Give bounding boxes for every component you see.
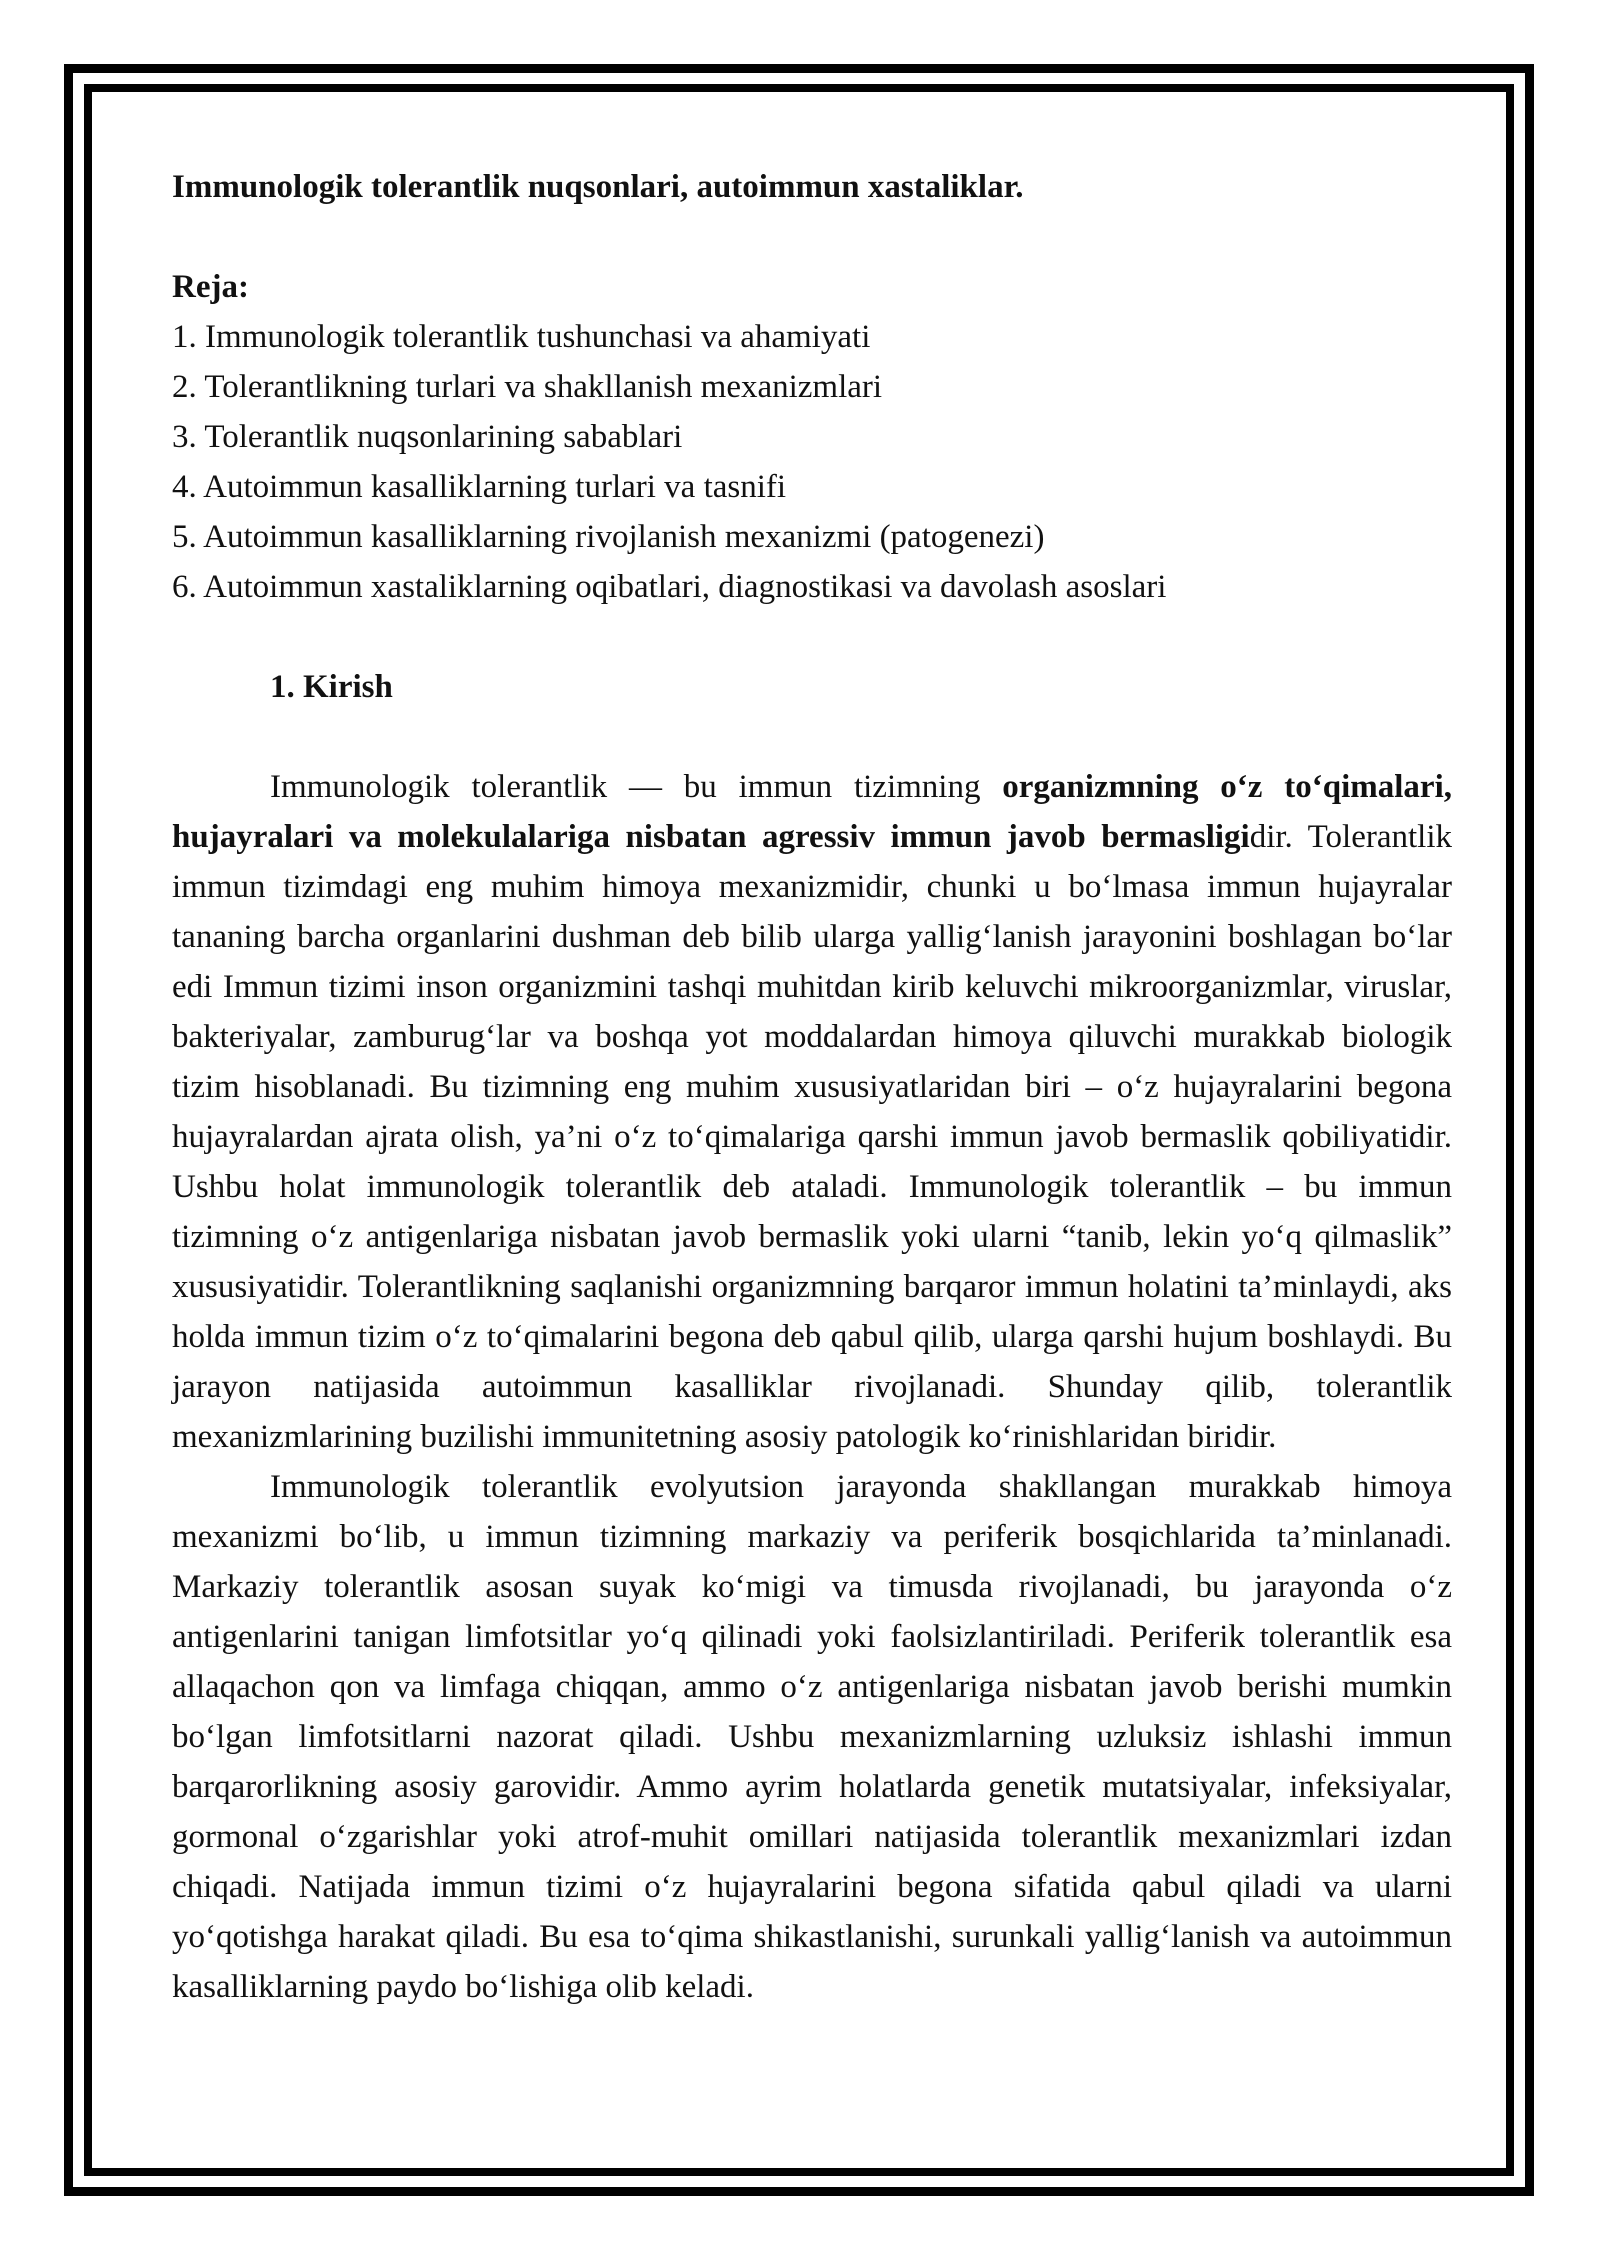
paragraph-second: Immunologik tolerantlik evolyutsion jarayonda shakllangan murakkab himoya mexanizmi bo‘lib, u immun tizimning markaziy va periferik bosqichlarida ta’minlanadi. Markaziy tolerantlik asosan suyak ko‘migi va timusda rivojlanadi, bu jarayonda o‘z antigenlarini tanigan limfotsitlar yo‘q qilinadi yoki faolsizlantiriladi. Periferik tolerantlik esa allaqachon qon va limfaga chiqqan, ammo o‘z antigenlariga nisbatan javob berishi mumkin bo‘lgan limfotsitlarni nazorat qiladi. Ushbu mexanizmlarning uzluksiz ishlashi immun barqarorlikning asosiy garovidir. Ammo ayrim holatlarda genetik mutatsiyalar, infeksiyalar, gormonal o‘zgarishlar yoki atrof-muhit omillari natijasida tolerantlik mexanizmlari izdan chiqadi. Natijada immun tizimi o‘z hujayralarini begona sifatida qabul qiladi va ularni yo‘qotishga harakat qiladi. Bu esa to‘qima shikastlanishi, surunkali yallig‘lanish va autoimmun kasalliklarning paydo bo‘lishiga olib keladi. (172, 1469, 1452, 2005)
plan-item: 2. Tolerantlikning turlari va shakllanish mexanizmlari (172, 369, 883, 405)
plan-list (172, 312, 1452, 612)
plan-item: 3. Tolerantlik nuqsonlarining sabablari (172, 419, 683, 455)
spacer (172, 612, 1452, 662)
plan-item: 4. Autoimmun kasalliklarning turlari va tasnifi (172, 469, 787, 505)
spacer (172, 712, 1452, 762)
plan-item: 6. Autoimmun xastaliklarning oqibatlari, diagnostikasi va davolash asoslari (172, 569, 1167, 605)
paragraph-intro (172, 762, 1452, 1462)
paragraph-intro-lead: Immunologik tolerantlik — bu immun tizimning (270, 769, 1003, 805)
plan-item: 1. Immunologik tolerantlik tushunchasi va ahamiyati (172, 319, 871, 355)
document-title: Immunologik tolerantlik nuqsonlari, autoimmun xastaliklar. (172, 169, 1024, 205)
plan-heading: Reja: (172, 269, 249, 305)
paragraph-intro-bold: organizmning o‘z to‘qimalari, hujayralari va molekulalariga nisbatan agressiv immun javob bermasligi (172, 769, 1452, 855)
document-body (172, 162, 1452, 2012)
spacer (172, 212, 1452, 262)
section-heading: 1. Kirish (270, 669, 393, 705)
plan-item: 5. Autoimmun kasalliklarning rivojlanish mexanizmi (patogenezi) (172, 519, 1045, 555)
paragraph-intro-rest: dir. Tolerantlik immun tizimdagi eng muhim himoya mexanizmidir, chunki u bo‘lmasa immun hujayralar tananing barcha organlarini dushman deb bilib ularga yallig‘lanish jarayonini boshlagan bo‘lar edi Immun tizimi inson organizmini tashqi muhitdan kirib keluvchi mikroorganizmlar, viruslar, bakteriyalar, zamburug‘lar va boshqa yot moddalardan himoya qiluvchi murakkab biologik tizim hisoblanadi. Bu tizimning eng muhim xususiyatlaridan biri – o‘z hujayralarini begona hujayralardan ajrata olish, ya’ni o‘z to‘qimalariga qarshi immun javob bermaslik qobiliyatidir. Ushbu holat immunologik tolerantlik deb ataladi. Immunologik tolerantlik – bu immun tizimning o‘z antigenlariga nisbatan javob bermaslik yoki ularni “tanib, lekin yo‘q qilmaslik” xususiyatidir. Tolerantlikning saqlanishi organizmning barqaror immun holatini ta’minlaydi, aks holda immun tizim o‘z to‘qimalarini begona deb qabul qilib, ularga qarshi hujum boshlaydi. Bu jarayon natijasida autoimmun kasalliklar rivojlanadi. Shunday qilib, tolerantlik mexanizmlarining buzilishi immunitetning asosiy patologik ko‘rinishlaridan biridir. (172, 819, 1452, 1455)
